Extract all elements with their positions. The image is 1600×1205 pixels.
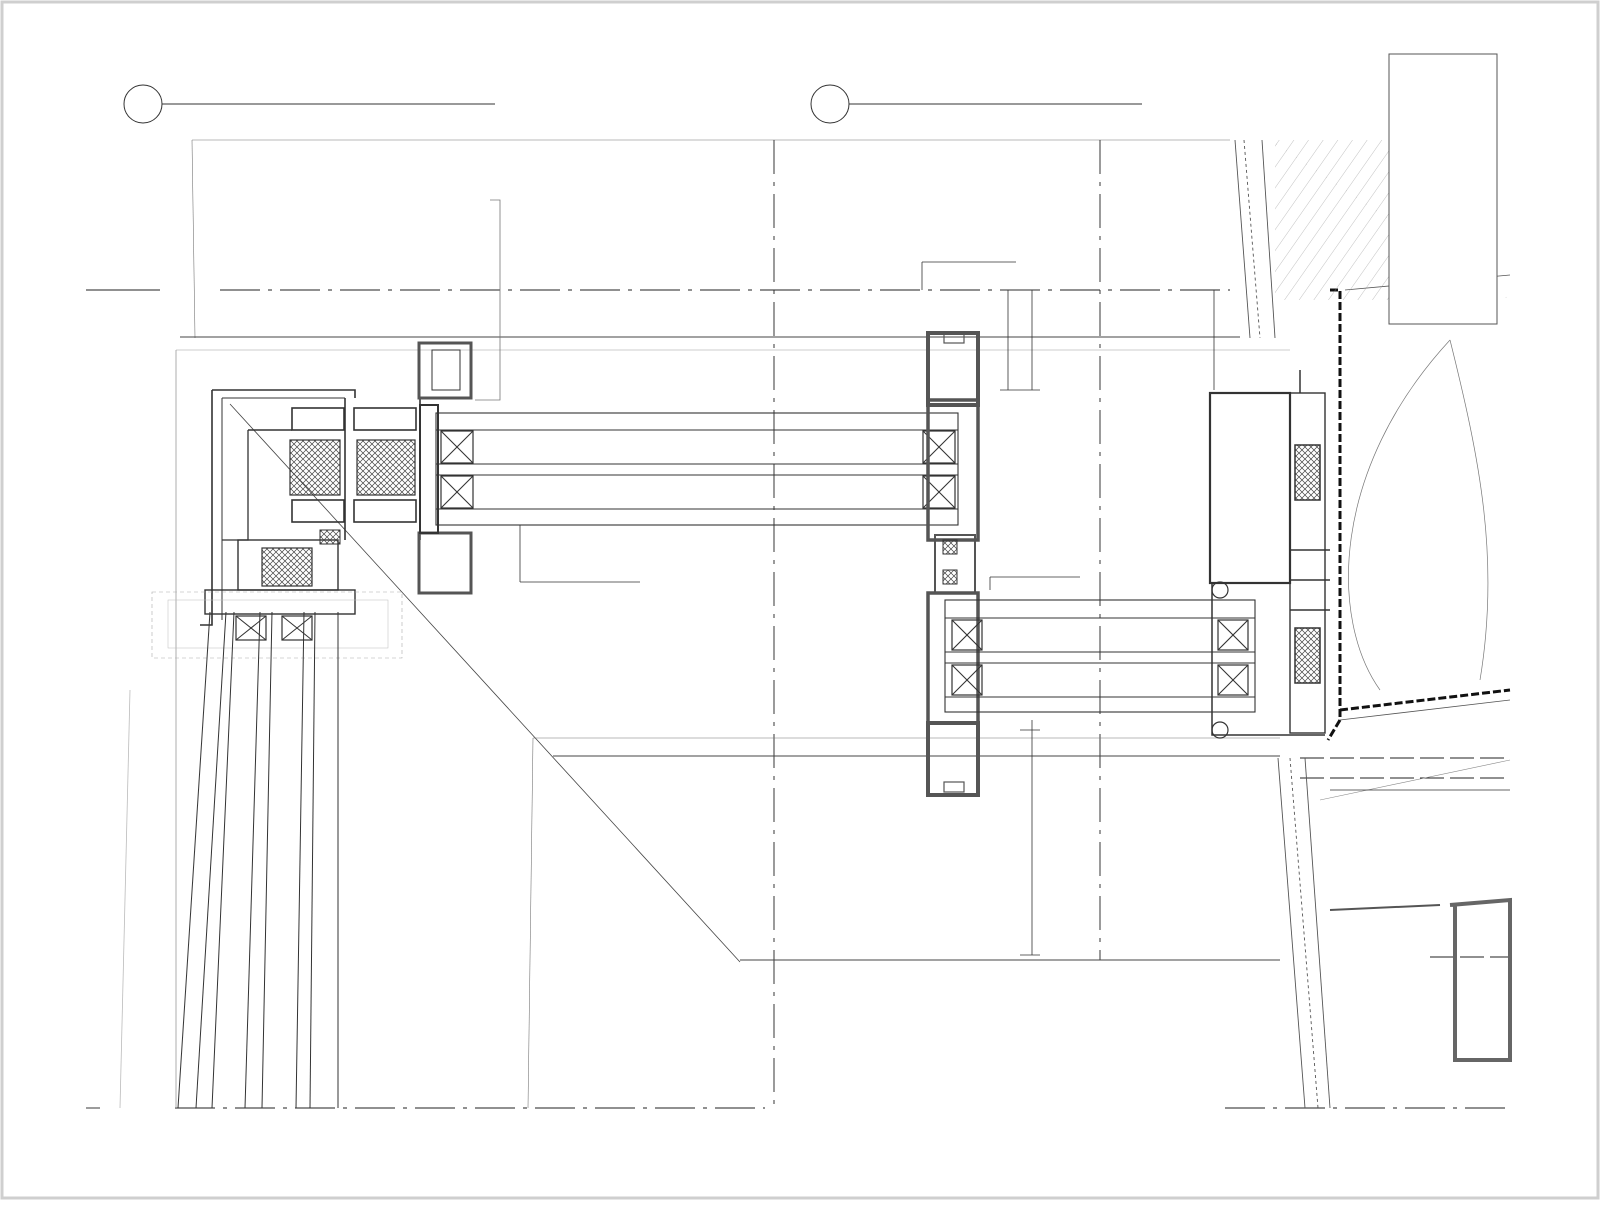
sliding-sash-glazing [420,405,958,533]
planning-note-box [1389,54,1497,324]
right-facade-profiles [1210,275,1510,800]
detail-number-circle [811,85,849,123]
detail-2-header [811,85,1142,123]
top-slab [176,140,1290,350]
lower-slab [528,738,1280,1108]
note-frame [1389,54,1497,324]
right-lower-wall [1278,758,1510,1108]
detail-1-corner-profiles [152,200,500,658]
detail-1-header [124,85,495,123]
detail-number-circle [124,85,162,123]
detail-1-vertical-glazing [178,612,338,1108]
dimension-lines [520,262,1510,955]
detail-2-mullion [928,333,978,795]
